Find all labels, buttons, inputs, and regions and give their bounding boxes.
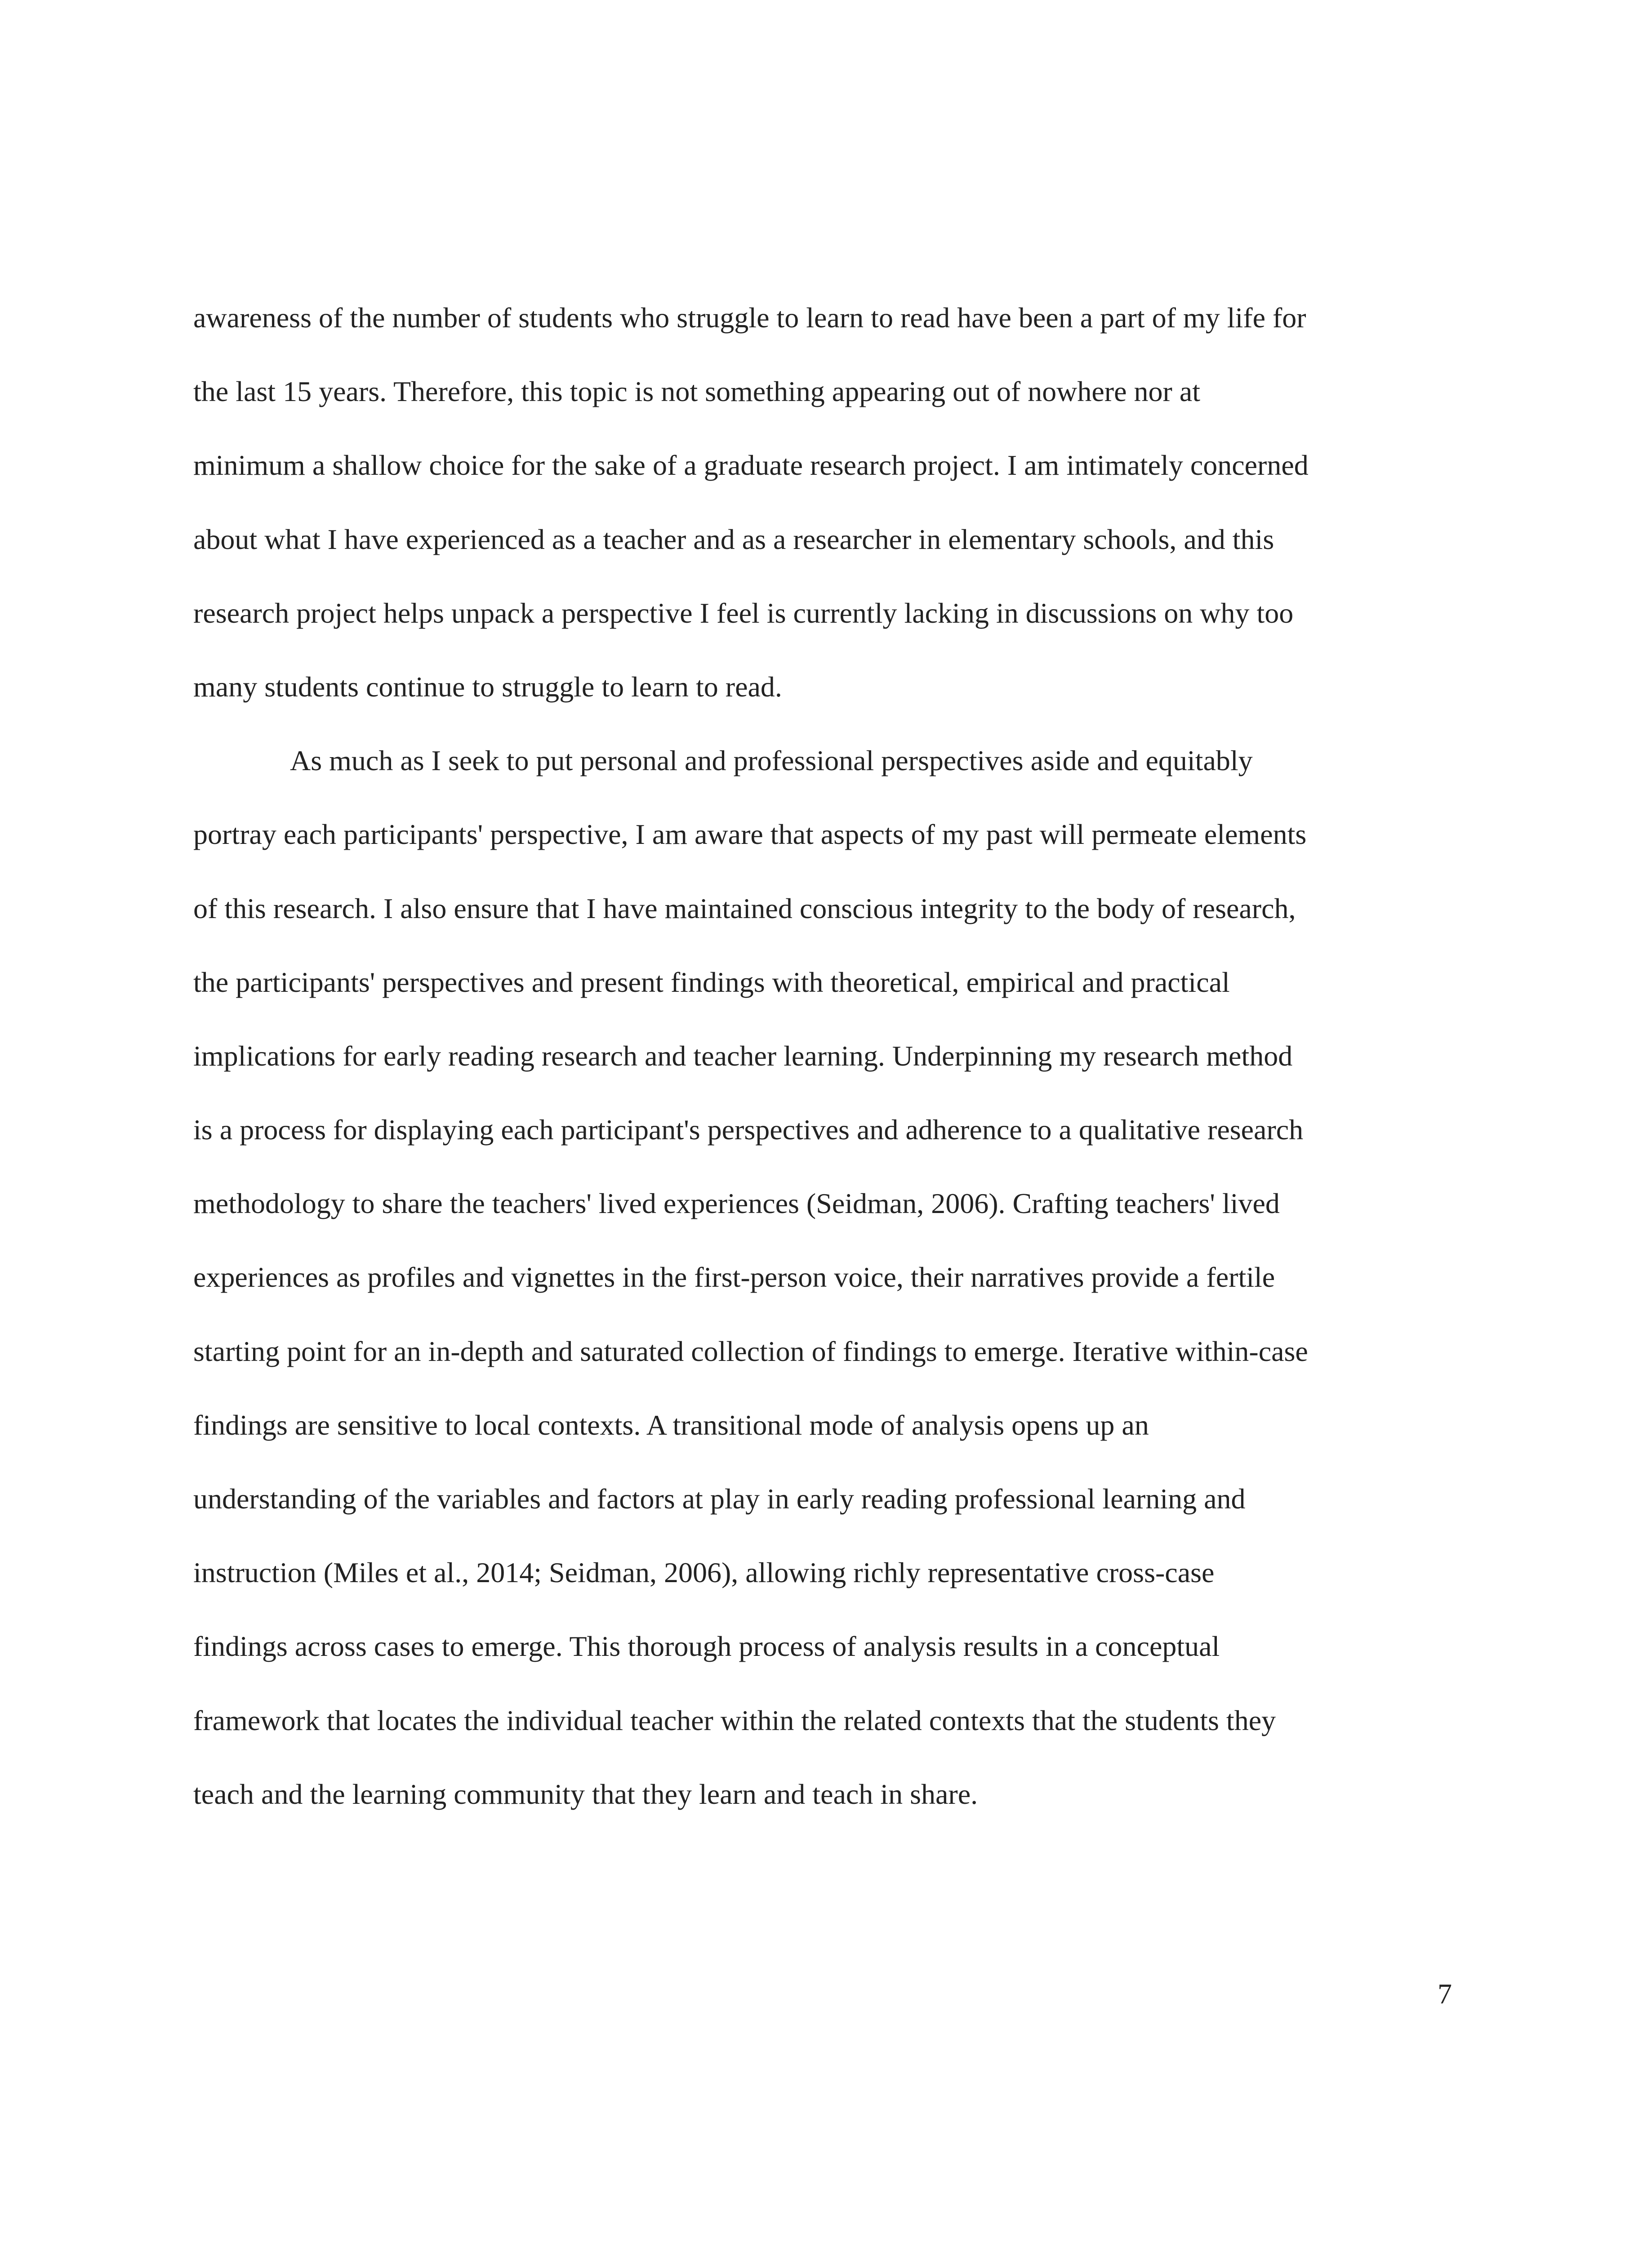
text-line: many students continue to struggle to learn to read. bbox=[193, 670, 782, 703]
text-line: teach and the learning community that they learn and teach in share. bbox=[193, 1778, 978, 1810]
text-line: awareness of the number of students who struggle to learn to read have been a part of my life for bbox=[193, 302, 1306, 334]
text-line: methodology to share the teachers' lived experiences (Seidman, 2006). Crafting teachers' lived bbox=[193, 1187, 1280, 1220]
text-line: is a process for displaying each participant's perspectives and adherence to a qualitative research bbox=[193, 1114, 1304, 1146]
text-line: experiences as profiles and vignettes in the first-person voice, their narratives provide a fertile bbox=[193, 1261, 1275, 1293]
text-line: of this research. I also ensure that I have maintained conscious integrity to the body of research, bbox=[193, 892, 1296, 924]
text-line: research project helps unpack a perspective I feel is currently lacking in discussions on why too bbox=[193, 597, 1294, 629]
page-number: 7 bbox=[1438, 1978, 1452, 2010]
text-line: framework that locates the individual teacher within the related contexts that the students they bbox=[193, 1704, 1276, 1736]
text-line: findings are sensitive to local contexts. A transitional mode of analysis opens up an bbox=[193, 1409, 1149, 1441]
text-line: portray each participants' perspective, I am aware that aspects of my past will permeate elements bbox=[193, 818, 1307, 851]
text-line: instruction (Miles et al., 2014; Seidman, 2006), allowing richly representative cross-case bbox=[193, 1557, 1215, 1589]
text-line: minimum a shallow choice for the sake of a graduate research project. I am intimately concerned bbox=[193, 449, 1309, 482]
text-line: implications for early reading research and teacher learning. Underpinning my research method bbox=[193, 1039, 1293, 1072]
text-line: findings across cases to emerge. This thorough process of analysis results in a conceptual bbox=[193, 1630, 1220, 1663]
text-line: the last 15 years. Therefore, this topic is not something appearing out of nowhere nor at bbox=[193, 375, 1200, 408]
text-line: starting point for an in-depth and saturated collection of findings to emerge. Iterative within-case bbox=[193, 1335, 1308, 1367]
paragraph-first-line: As much as I seek to put personal and professional perspectives aside and equitably bbox=[290, 745, 1253, 777]
body-text bbox=[193, 281, 1450, 1831]
text-line: understanding of the variables and factors at play in early reading professional learning and bbox=[193, 1483, 1246, 1515]
text-line: the participants' perspectives and present findings with theoretical, empirical and practical bbox=[193, 966, 1230, 998]
text-line: about what I have experienced as a teacher and as a researcher in elementary schools, and this bbox=[193, 523, 1274, 555]
